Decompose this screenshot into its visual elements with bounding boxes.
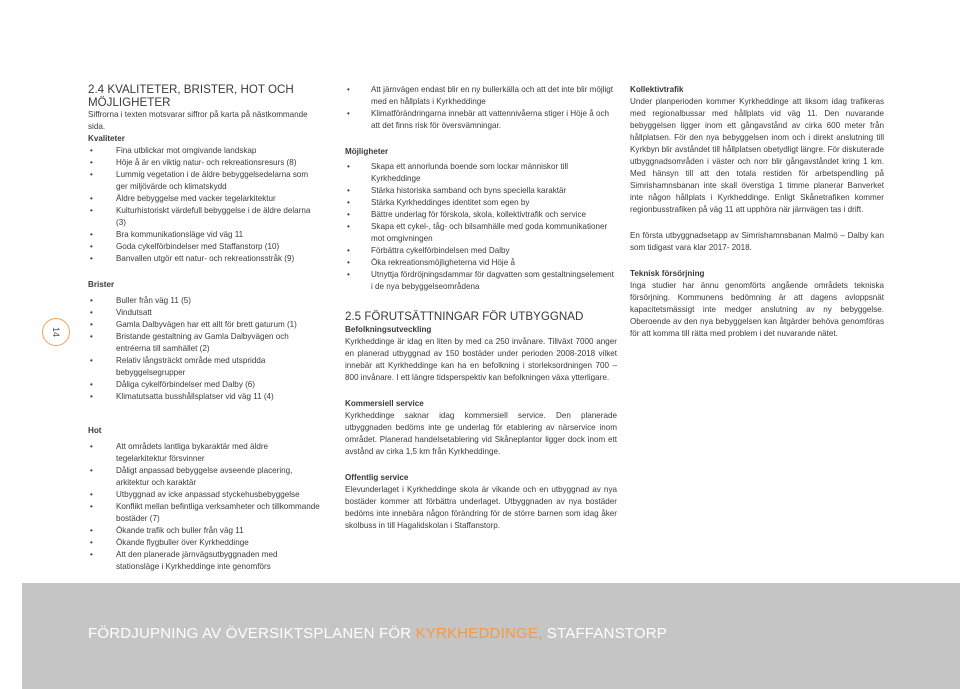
brister-title: Brister	[88, 280, 115, 289]
list-item: • Äldre bebyggelse med vacker tegelarkitektur	[88, 193, 320, 205]
footer-title-part1: FÖRDJUPNING AV ÖVERSIKTSPLANEN FÖR	[88, 625, 416, 642]
column-3	[630, 84, 884, 340]
kommersiell-text: Kyrkheddinge saknar idag kommersiell service. Den planerade utbyggnaden bedöms inte ge underlag för etablering av närservice inom området. Planerad handelsetablering vid Skåneplantor ligger dock inom ett avstånd av cirka 1,5 km från Kyrkheddinge.	[345, 410, 617, 456]
befolkning-title: Befolkningsutveckling	[345, 324, 432, 334]
list-item: • Bättre underlag för förskola, skola, kollektivtrafik och service	[345, 209, 617, 221]
list-item: • Utbyggnad av icke anpassad styckehusbebyggelse	[88, 489, 320, 501]
list-item: • Klimatutsatta busshållsplatser vid väg 11 (4)	[88, 391, 320, 403]
offentlig-title: Offentlig service	[345, 472, 409, 482]
list-item: • Stärka historiska samband och byns speciella karaktär	[345, 185, 617, 197]
brister-list	[88, 295, 320, 403]
kollektiv-text: Under planperioden kommer Kyrkheddinge att liksom idag trafikeras med regionalbussar med hållplats vid väg 11. Den nuvarande bebyggelsen ligger inom ett gångavstånd av cirka 600 meter från hållplatsen. För den nya bebyggelsen inom och i direkt anslutning till Kyrkbyn blir avståndet till hållplatsen obetydligt längre. För diskuterade utbyggnadsområden i väster och norr blir gångavståndet kring 1 km. Med hänsyn till att den totala restiden för arbetspendling på Simrishamnsbanan inte skall överstiga 1 timme planerar Banverket inte någon hållplats i Kyrkheddinge. Enligt Skånetrafiken kommer regionbusstrafiken på väg 11 att upphöra när järnvägen tas i drift.	[630, 97, 884, 214]
list-item: • Dåligt anpassad bebyggelse avseende placering, arkitektur och karaktär	[88, 465, 320, 489]
list-item: • Att järnvägen endast blir en ny bullerkälla och att det inte blir möjligt med en hållplats i Kyrkheddinge	[345, 84, 617, 108]
list-item: • Klimatförändringarna innebär att vattennivåerna stiger i Höje å och att det finns risk för översvämningar.	[345, 108, 617, 132]
list-item: • Att områdets lantliga bykaraktär med äldre tegelarkitektur försvinner	[88, 441, 320, 465]
list-item: • Buller från väg 11 (5)	[88, 295, 320, 307]
column-1	[88, 84, 320, 573]
list-item: • Konflikt mellan befintliga verksamheter och tillkommande bostäder (7)	[88, 501, 320, 525]
footer-title	[88, 625, 667, 642]
footer-band	[22, 583, 960, 689]
list-item: • Ökande trafik och buller från väg 11	[88, 525, 320, 537]
list-item: • Dåliga cykelförbindelser med Dalby (6)	[88, 379, 320, 391]
kommersiell-title: Kommersiell service	[345, 398, 424, 408]
section-heading-2-4: 2.4 KVALITETER, BRISTER, HOT OCH MÖJLIGHETER	[88, 83, 294, 109]
page-number-badge	[42, 318, 70, 346]
list-item: • Bra kommunikationsläge vid väg 11	[88, 229, 320, 241]
mojligheter-title: Möjligheter	[345, 147, 389, 156]
hot-list	[88, 441, 320, 573]
kvaliteter-list	[88, 145, 320, 265]
list-item: • Ökande flygbuller över Kyrkheddinge	[88, 537, 320, 549]
list-item: • Vindutsatt	[88, 307, 320, 319]
mojligheter-list	[345, 161, 617, 293]
befolkning-text: Kyrkheddinge är idag en liten by med ca 250 invånare. Tillväxt 7000 anger en planerad utbyggnad av 150 bostäder under perioden 2008-2018 vilket innebär att Kyrkheddinge kan ha en befolkning i storleksordningen 700 – 800 invånare. I ett längre tidsperspektiv kan befolkningen växa ytterligare.	[345, 336, 617, 382]
hot-title: Hot	[88, 426, 102, 435]
teknisk-title: Teknisk försörjning	[630, 269, 705, 278]
list-item: • Utnyttja fördröjningsdammar för dagvatten som gestaltningselement i de nya bebyggelseområdena	[345, 269, 617, 293]
kvaliteter-title: Kvaliteter	[88, 134, 125, 143]
offentlig-text: Elevunderlaget i Kyrkheddinge skola är vikande och en utbyggnad av nya bostäder kommer att förbättra underlaget. Utbyggnaden av nya bostäder bedöms inte innebära någon förändring för de större barnen som idag åker skolbuss in till Hagalidskolan i Staffanstorp.	[345, 484, 617, 530]
column-2	[345, 84, 617, 532]
list-item: • Stärka Kyrkheddinges identitet som egen by	[345, 197, 617, 209]
list-item: • Gamla Dalbyvägen har ett allt för brett gaturum (1)	[88, 319, 320, 331]
list-item: • Skapa ett cykel-, tåg- och bilsamhälle med goda kommunikationer mot omgivningen	[345, 221, 617, 245]
intro-text: Siffrorna i texten motsvarar siffror på karta på nästkommande sida.	[88, 110, 308, 131]
list-item: • Relativ långsträckt område med utspridda bebyggelsegrupper	[88, 355, 320, 379]
list-item: • Bristande gestaltning av Gamla Dalbyvägen och entréerna till samhället (2)	[88, 331, 320, 355]
list-item: • Skapa ett annorlunda boende som lockar människor till Kyrkheddinge	[345, 161, 617, 185]
list-item: • Goda cykelförbindelser med Staffanstorp (10)	[88, 241, 320, 253]
list-item: • Höje å är en viktig natur- och rekreationsresurs (8)	[88, 157, 320, 169]
list-item: • Förbättra cykelförbindelsen med Dalby	[345, 245, 617, 257]
list-item: • Öka rekreationsmöjligheterna vid Höje å	[345, 257, 617, 269]
list-item: • Banvallen utgör ett natur- och rekreationsstråk (9)	[88, 253, 320, 265]
section-heading-2-5: 2.5 FÖRUTSÄTTNINGAR FÖR UTBYGGNAD	[345, 310, 584, 323]
kollektiv-text-2: En första utbyggnadsetapp av Simrishamnsbanan Malmö – Dalby kan som tidigast vara klar 2017- 2018.	[630, 231, 884, 252]
page-number: 14	[50, 326, 61, 338]
list-item: • Kulturhistoriskt värdefull bebyggelse i de äldre delarna (3)	[88, 205, 320, 229]
list-item: • Att den planerade järnvägsutbyggnaden med stationsläge i Kyrkheddinge inte genomförs	[88, 549, 320, 573]
list-item: • Fina utblickar mot omgivande landskap	[88, 145, 320, 157]
list-item: • Lummig vegetation i de äldre bebyggelsedelarna som ger miljövärde och klimatskydd	[88, 169, 320, 193]
kollektiv-title: Kollektivtrafik	[630, 85, 684, 94]
footer-title-highlight: KYRKHEDDINGE,	[415, 625, 543, 642]
hot-list-continued	[345, 84, 617, 132]
teknisk-text: Inga studier har ännu genomförts angående områdets tekniska försörjning. Kommunens bedömning är att dagens avloppsnät kapacitetsmässigt inte medger anslutning av ny bebyggelse. Oberoende av den nya bebyggelsen kan åtgärder behöva genomföras för att komma till rätta med problem i det nuvarande nätet.	[630, 281, 884, 338]
footer-title-part3: STAFFANSTORP	[542, 625, 667, 642]
